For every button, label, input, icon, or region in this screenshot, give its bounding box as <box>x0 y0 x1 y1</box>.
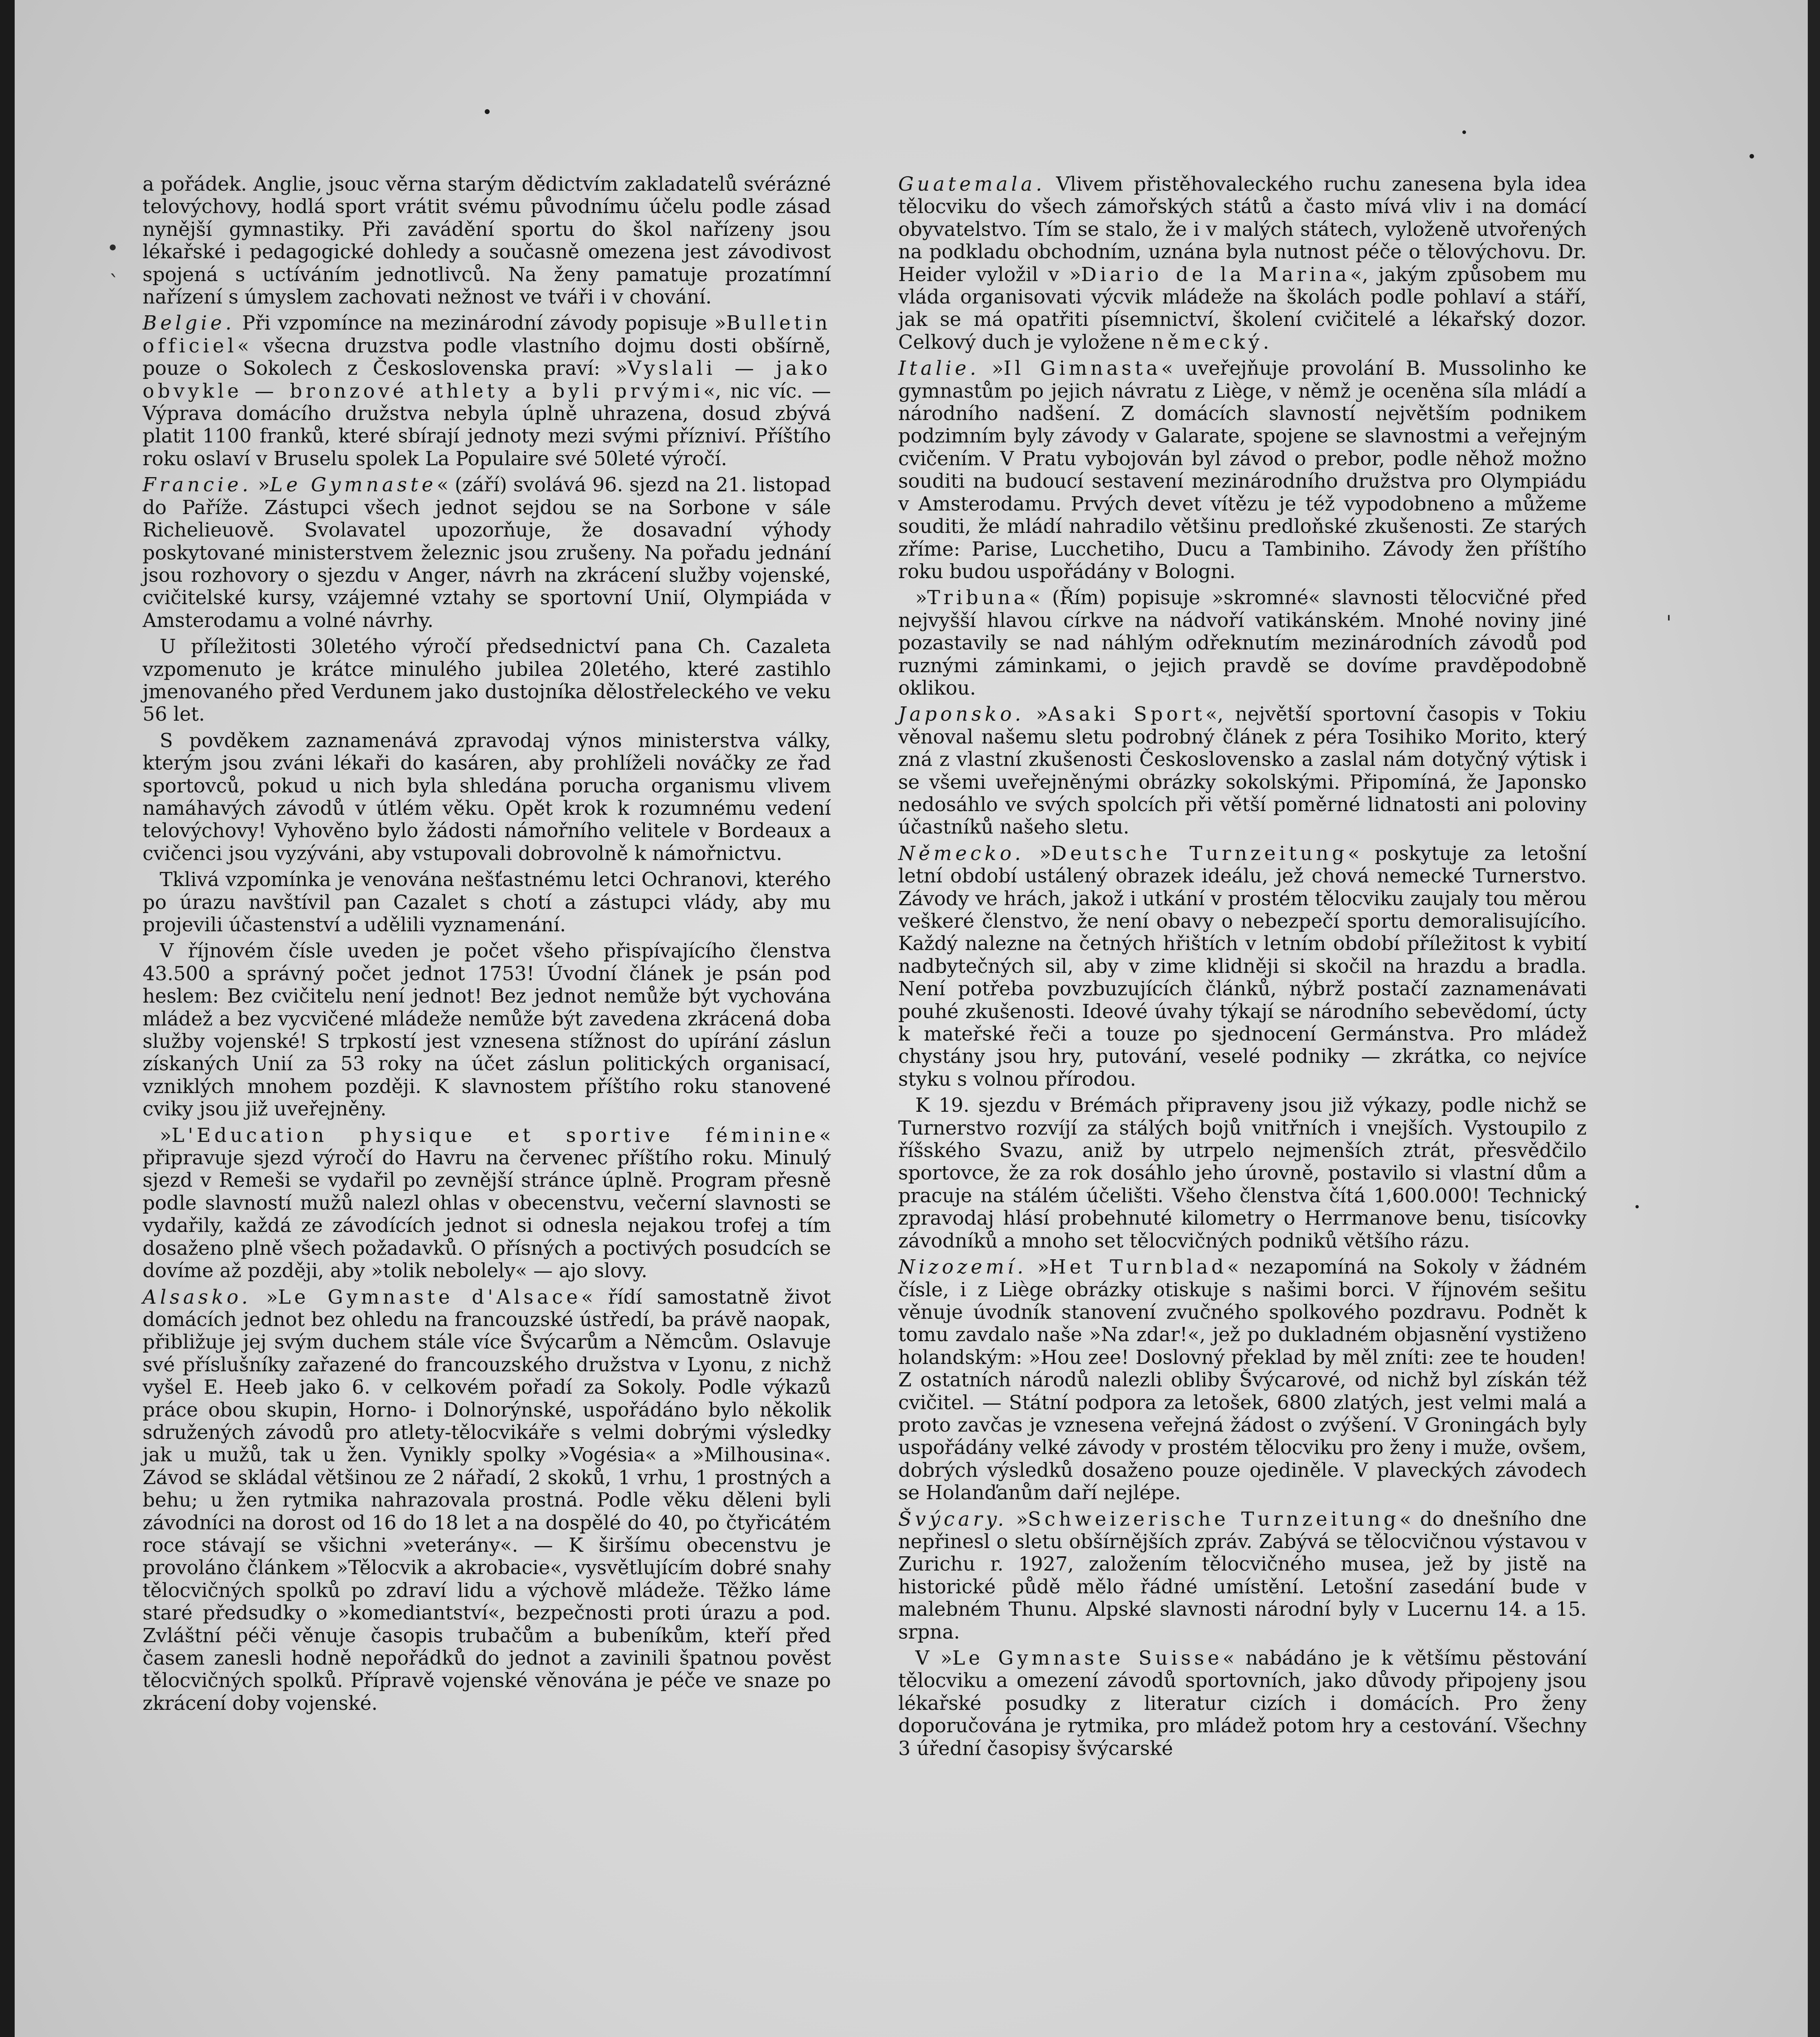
body-text: » <box>1007 1508 1028 1531</box>
body-text: » <box>1024 842 1051 865</box>
body-text: V říjnovém čísle uveden je počet všeho přispívajícího členstva 43.500 a správný počet jednot 1753! Úvodní článek je psán pod heslem: Bez cvičitelu není jednot! Bez jednot nemůže být vychována mládež a bez vycvičené mládeže nemůže být zavedena zkrácená doba služby vojenské! S trpkostí jest vznesena stížnost do upírání záslun získaných Unií za 53 roky na účet záslun politických organisací, vzniklých mnohem později. K slavnostem příštího roku stanovené cviky jsou již uveřejněny. <box>143 940 831 1121</box>
left-column <box>143 173 831 1718</box>
body-text: « (září) svolává 96. sjezd na 21. listopad do Paříže. Zástupci všech jednot sejdou se na Sorbone v sále Richelieuově. Svolavatel upozorňuje, že dosavadní výhody poskytované ministerstvem železnic jsou zrušeny. Na pořadu jednání jsou rozhovory o sjezdu v Anger, návrh na zkrácení služby vojenské, cvičitelské kursy, vzájemné vztahy se sportovní Unií, Olympiáda v Amsterodamu a volné návrhy. <box>143 474 831 632</box>
spaced-heading-text: Guatemala. <box>898 173 1046 196</box>
spaced-heading-text: Le Gymnaste Suisse <box>952 1647 1223 1670</box>
spaced-heading-text: Francie. <box>143 474 252 497</box>
paragraph <box>898 587 1587 700</box>
right-column <box>898 173 1587 1764</box>
paragraph <box>898 173 1587 354</box>
spaced-heading-text: Německo. <box>898 842 1024 865</box>
body-text: » <box>1024 703 1048 726</box>
margin-mark: ' <box>1666 611 1672 635</box>
body-text: « uveřejňuje provolání B. Mussolinho ke gymnastům po jejich návratu z Liège, v němž je oceněna síla mládí a národního nadšení. Z domácích slavností největším podnikem podzimním byly závody v Galarate, spojene se slavnostmi a veřejným cvičením. V Pratu vybojován byl závod o prebor, podle něhož možno souditi na budoucí sestavení mezinárodního družstva pro Olympiádu v Amsterodamu. Prvých devet vítězu je též vypodobneno a můžeme souditi, že mládí nahradilo většinu predloňské zkušenosti. Ze starých zříme: Parise, Lucchetiho, Ducu a Tambiniho. Závody žen příštího roku budou uspořádány v Bologni. <box>898 357 1587 583</box>
body-text: V » <box>915 1647 952 1670</box>
paragraph <box>898 1508 1587 1643</box>
body-text: « řídí samostatně život domácích jednot bez ohledu na francouzské ústředí, ba právě naopak, přibližuje jej svým duchem stále více Švýcarům a Němcům. Oslavuje své příslušníky zařazené do francouzského družstva v Lyonu, z nichž vyšel E. Heeb jako 6. v celkovém pořadí za Sokoly. Podle výkazů práce obou skupin, Horno- i Dolnorýnské, uspořádáno bylo několik sdružených závodů pro atlety-tělocvikáře s velmi dobrými výsledky jak u mužů, tak u žen. Vynikly spolky »Vogésia« a »Milhousina«. Závod se skládal většinou ze 2 nářadí, 2 skoků, 1 vrhu, 1 prostných a behu; u žen rytmika nahrazovala prostná. Podle věku děleni byli závodníci na dorost od 16 do 18 let a na dospělé do 40, po čtyřicátém roce stávají se všichni »veterány«. — K širšímu obecenstvu je provoláno článkem »Tělocvik a akrobacie«, vysvětlujícím dobré snahy tělocvičných spolků po zdraví lidu a výchově mládeže. Těžko láme staré předsudky o »komediantství«, bezpečnosti proti úrazu a pod. Zvláštní péči věnuje časopis trubačům a bubeníkům, kteří před časem zanesli hodně nepořádků do jednot a zavinili špatnou pověst tělocvičných spolků. Přípravě vojenské věnována je péče ve snaze po zkrácení doby vojenské. <box>143 1286 831 1715</box>
paragraph <box>898 703 1587 838</box>
spaced-heading-text: Asaki Sport <box>1048 703 1206 726</box>
dust-speck <box>1635 1205 1639 1208</box>
margin-mark: ` <box>109 271 119 295</box>
dust-speck <box>485 109 490 114</box>
body-text: a pořádek. Anglie, jsouc věrna starým dědictvím zakladatelů svérázné telovýchovy, hodlá sport vrátit svému původnímu účelu podle zásad nynější gymnastiky. Při zavádění sportu do škol nařízeny jsou lékařské i pedagogické dohledy a současně omezena jest závodivost spojená s uctíváním jednotlivců. Na ženy pamatuje prozatímní nařízení s úmyslem zachovati nežnost ve tváři i v chování. <box>143 173 831 309</box>
body-text: «, jakým způsobem mu vláda organisovati výcvik mládeže na školách podle pohlaví a stáří, jak se má opatřiti písemnictví, školení cvičitelé a lékařský dozor. Celkový duch je vyložene <box>898 263 1587 354</box>
dust-speck <box>1750 154 1754 158</box>
spaced-heading-text: Bulletin officiel <box>143 312 831 357</box>
body-text: Vlivem přistěhovaleckého ruchu zanesena byla idea tělocviku do všech zámořských států a často mívá vliv i na domácí obyvatelstvo. Tím se stalo, že i v malých státech, vyloženě utvořených na podkladu obchodním, uznána byla nutnost péče o tělovýchovu. Dr. Heider vyložil v » <box>898 173 1587 286</box>
spaced-heading-text: Belgie. <box>143 312 235 335</box>
spaced-heading-text: Deutsche Turnzeitung <box>1051 842 1348 865</box>
body-text: » <box>1026 1256 1049 1279</box>
paragraph <box>898 357 1587 583</box>
spaced-heading-text: Diario de la Marina <box>1081 263 1350 286</box>
paragraph <box>143 1124 831 1282</box>
paragraph <box>898 1647 1587 1760</box>
body-text: » <box>915 587 928 609</box>
spaced-heading-text: Le Gymnaste <box>270 474 437 497</box>
spaced-heading-text: Schweizerische Turnzeitung <box>1028 1508 1400 1531</box>
paragraph <box>898 1094 1587 1252</box>
body-text: « (Řím) popisuje »skromné« slavnosti tělocvičné před nejvyšší hlavou církve na nádvoří vatikánském. Mnohé noviny jiné pozastavily se nad náhlým odřeknutím mezinárodních závodů pod ruznými záminkami, o jejich pravdě se dovíme pravděpodobně oklikou. <box>898 587 1587 700</box>
body-text: » <box>251 1286 278 1309</box>
body-text: « nezapomíná na Sokoly v žádném čísle, i z Liège obrázky otiskuje s našimi borci. V říjnovém sešitu věnuje úvodník stanovení zvučného spolkového pozdravu. Podnět k tomu zavdalo naše »Na zdar!«, jež po dukladném objasnění vystiženo holandským: »Hou zee! Doslovný překlad by měl zníti: zee te houden! Z ostatních národů nalezli obliby Švýcarové, od nichž byl získán též cvičitel. — Státní podpora za letošek, 6800 zlatých, jest velmi malá a proto zavčas je vznesena veřejná žádost o zvýšení. V Groningách byly uspořádány velké závody v prostém tělocviku pro ženy i muže, ovšem, dobrých výsledků dosaženo pouze ojediněle. V plaveckých závodech se Holanďanům daří nejlépe. <box>898 1256 1587 1505</box>
body-text: S povděkem zaznamenává zpravodaj výnos ministerstva války, kterým jsou zváni lékaři do kasáren, aby prohlíželi nováčky ze řad sportovců, pokud u nich byla shledána porucha organismu vlivem namáhavých závodů v útlém věku. Opět krok k rozumnému vedení telovýchovy! Vyhověno bylo žádosti námořního velitele v Bordeaux a cvičenci jsou vyzýváni, aby vstupovali dobrovolně k námořnictvu. <box>143 729 831 865</box>
paragraph <box>143 636 831 726</box>
body-text: U příležitosti 30letého výročí předsednictví pana Ch. Cazaleta vzpomenuto je krátce minulého jubilea 20letého, které zastihlo jmenovaného před Verdunem jako dustojníka dělostřeleckého ve veku 56 let. <box>143 636 831 726</box>
body-text: Při vzpomínce na mezinárodní závody popisuje » <box>235 312 726 335</box>
dust-speck <box>1462 130 1466 134</box>
body-text: «, nic víc. — Výprava domácího družstva nebyla úplně uhrazena, dosud zbývá platit 1100 franků, které sbírají jednoty mezi svými přízniví. Příštího roku oslaví v Bruselu spolek La Populaire své 50leté výročí. <box>143 380 831 470</box>
spaced-heading-text: německý <box>1151 331 1263 354</box>
paragraph <box>898 1256 1587 1504</box>
body-text: « připravuje sjezd výročí do Havru na červenec příštího roku. Minulý sjezd v Remeši se vydařil po zevnější stránce úplně. Program přesně podle slavností mužů nalezl ohlas v obecenstvu, večerní slavnosti se vydařily, každá ze závodících jednot si odnesla nejakou trofej a tím dosaženo plně všech požadavků. O přísných a poctivých posudcích se dovíme až později, aby »tolik nebolely« — ajo slovy. <box>143 1124 831 1282</box>
spaced-heading-text: Alsasko. <box>143 1286 251 1309</box>
body-text: « všecna druzstva podle vlastního dojmu dosti obšírně, pouze o Sokolech z Československa praví: » <box>143 334 831 380</box>
spaced-heading-text: Le Gymnaste d'Alsace <box>278 1286 581 1309</box>
body-text: . <box>1263 331 1269 354</box>
scan-edge-right <box>1808 0 1820 2037</box>
spaced-heading-text: Nizozemí. <box>898 1256 1027 1279</box>
spaced-heading-text: Švýcary. <box>898 1508 1007 1531</box>
body-text: » <box>979 357 1004 380</box>
paragraph <box>143 869 831 936</box>
body-text: « nabádáno je k většímu pěstování tělocviku a omezení závodů sportovních, jako důvody připojeny jsou lékařské posudky z literatur cizích i domácích. Pro ženy doporučována je rytmika, pro mládež potom hry a cestování. Všechny 3 úřední časopisy švýcarské <box>898 1647 1587 1760</box>
body-text: Tklivá vzpomínka je venována nešťastnému letci Ochranovi, kterého po úrazu navštívil pan Cazalet s chotí a zástupci vlády, aby mu projevili účastenství a udělili vyznamenání. <box>143 869 831 936</box>
paragraph <box>143 474 831 632</box>
scan-edge-left <box>0 0 15 2037</box>
body-text: «, největší sportovní časopis v Tokiu věnoval našemu sletu podrobný článek z péra Tosihiko Morito, který zná z vlastní zkušenosti Československo a zaslal nám dotyčný výtisk i se všemi uveřejněnými obrázky sokolskými. Připomíná, že Japonsko nedosáhlo ve svých spolcích při větší poměrné lidnatosti ani poloviny účastníků našeho sletu. <box>898 703 1587 839</box>
spaced-heading-text: Japonsko. <box>898 703 1024 726</box>
spaced-heading-text: Tribuna <box>927 587 1029 609</box>
spaced-heading-text: Italie. <box>898 357 980 380</box>
body-text: « do dnešního dne nepřinesl o sletu obšírnějších zpráv. Zabývá se tělocvičnou výstavou v Zurichu r. 1927, založením tělocvičného musea, jež by jistě na historické půdě mělo řádné umístění. Letošní zasedání bude v malebném Thunu. Alpské slavnosti národní byly v Lucernu 14. a 15. srpna. <box>898 1508 1587 1643</box>
paragraph <box>143 312 831 470</box>
body-text: K 19. sjezdu v Brémách připraveny jsou již výkazy, podle nichž se Turnerstvo rozvíjí za stálých bojů vnitřních i vnejších. Vystoupilo z říšského Svazu, aniž by utrpelo nejmenších ztrát, přesvědčilo sportovce, že za rok dosáhlo jeho úrovně, postavilo si vlastní dům a pracuje na stálém účelišti. Všeho členstva čítá 1,600.000! Technický zpravodaj hlásí probehnuté kilometry o Herrmanove benu, tisícovky závodníků a mnoho set tělocvičných podniků většího rázu. <box>898 1094 1587 1252</box>
paragraph <box>898 843 1587 1091</box>
spaced-heading-text: L'Education physique et sportive féminine <box>171 1124 819 1147</box>
paragraph <box>143 1286 831 1715</box>
paragraph <box>143 940 831 1120</box>
paragraph <box>143 173 831 308</box>
body-text: » <box>160 1124 172 1147</box>
margin-mark: • <box>107 236 119 260</box>
body-text: « poskytuje za letošní letní období ustálený obrazek ideálu, jež chová nemecké Turnerstvo. Závody ve hrách, jakož i utkání v prostém tělocviku zaujaly tou měrou veškeré členstvo, že není obavy o nebezpečí sportu demoralisujícího. Každý nalezne na četných hřištích v letním období příležitost k vybití nadbytečných sil, aby v zime klidněji si skočil na hrazdu a bradla. Není potřeba povzbuzujících článků, nýbrž postačí zaznamenávati pouhé zkušenosti. Ideové úvahy týkají se národního sebevědomí, úcty k mateřské řeči a touze po sjednocení Germánstva. Pro mládež chystány jsou hry, putování, veselé podniky — zkrátka, co nejvíce styku s volnou přírodou. <box>898 842 1587 1091</box>
spaced-heading-text: Het Turnblad <box>1049 1256 1227 1279</box>
spaced-heading-text: Il Gimnasta <box>1003 357 1161 380</box>
spaced-heading-text: Vyslali — jako obvykle — bronzové athlety a byli prvými <box>143 357 831 403</box>
paragraph <box>143 730 831 865</box>
body-text: » <box>251 474 270 497</box>
